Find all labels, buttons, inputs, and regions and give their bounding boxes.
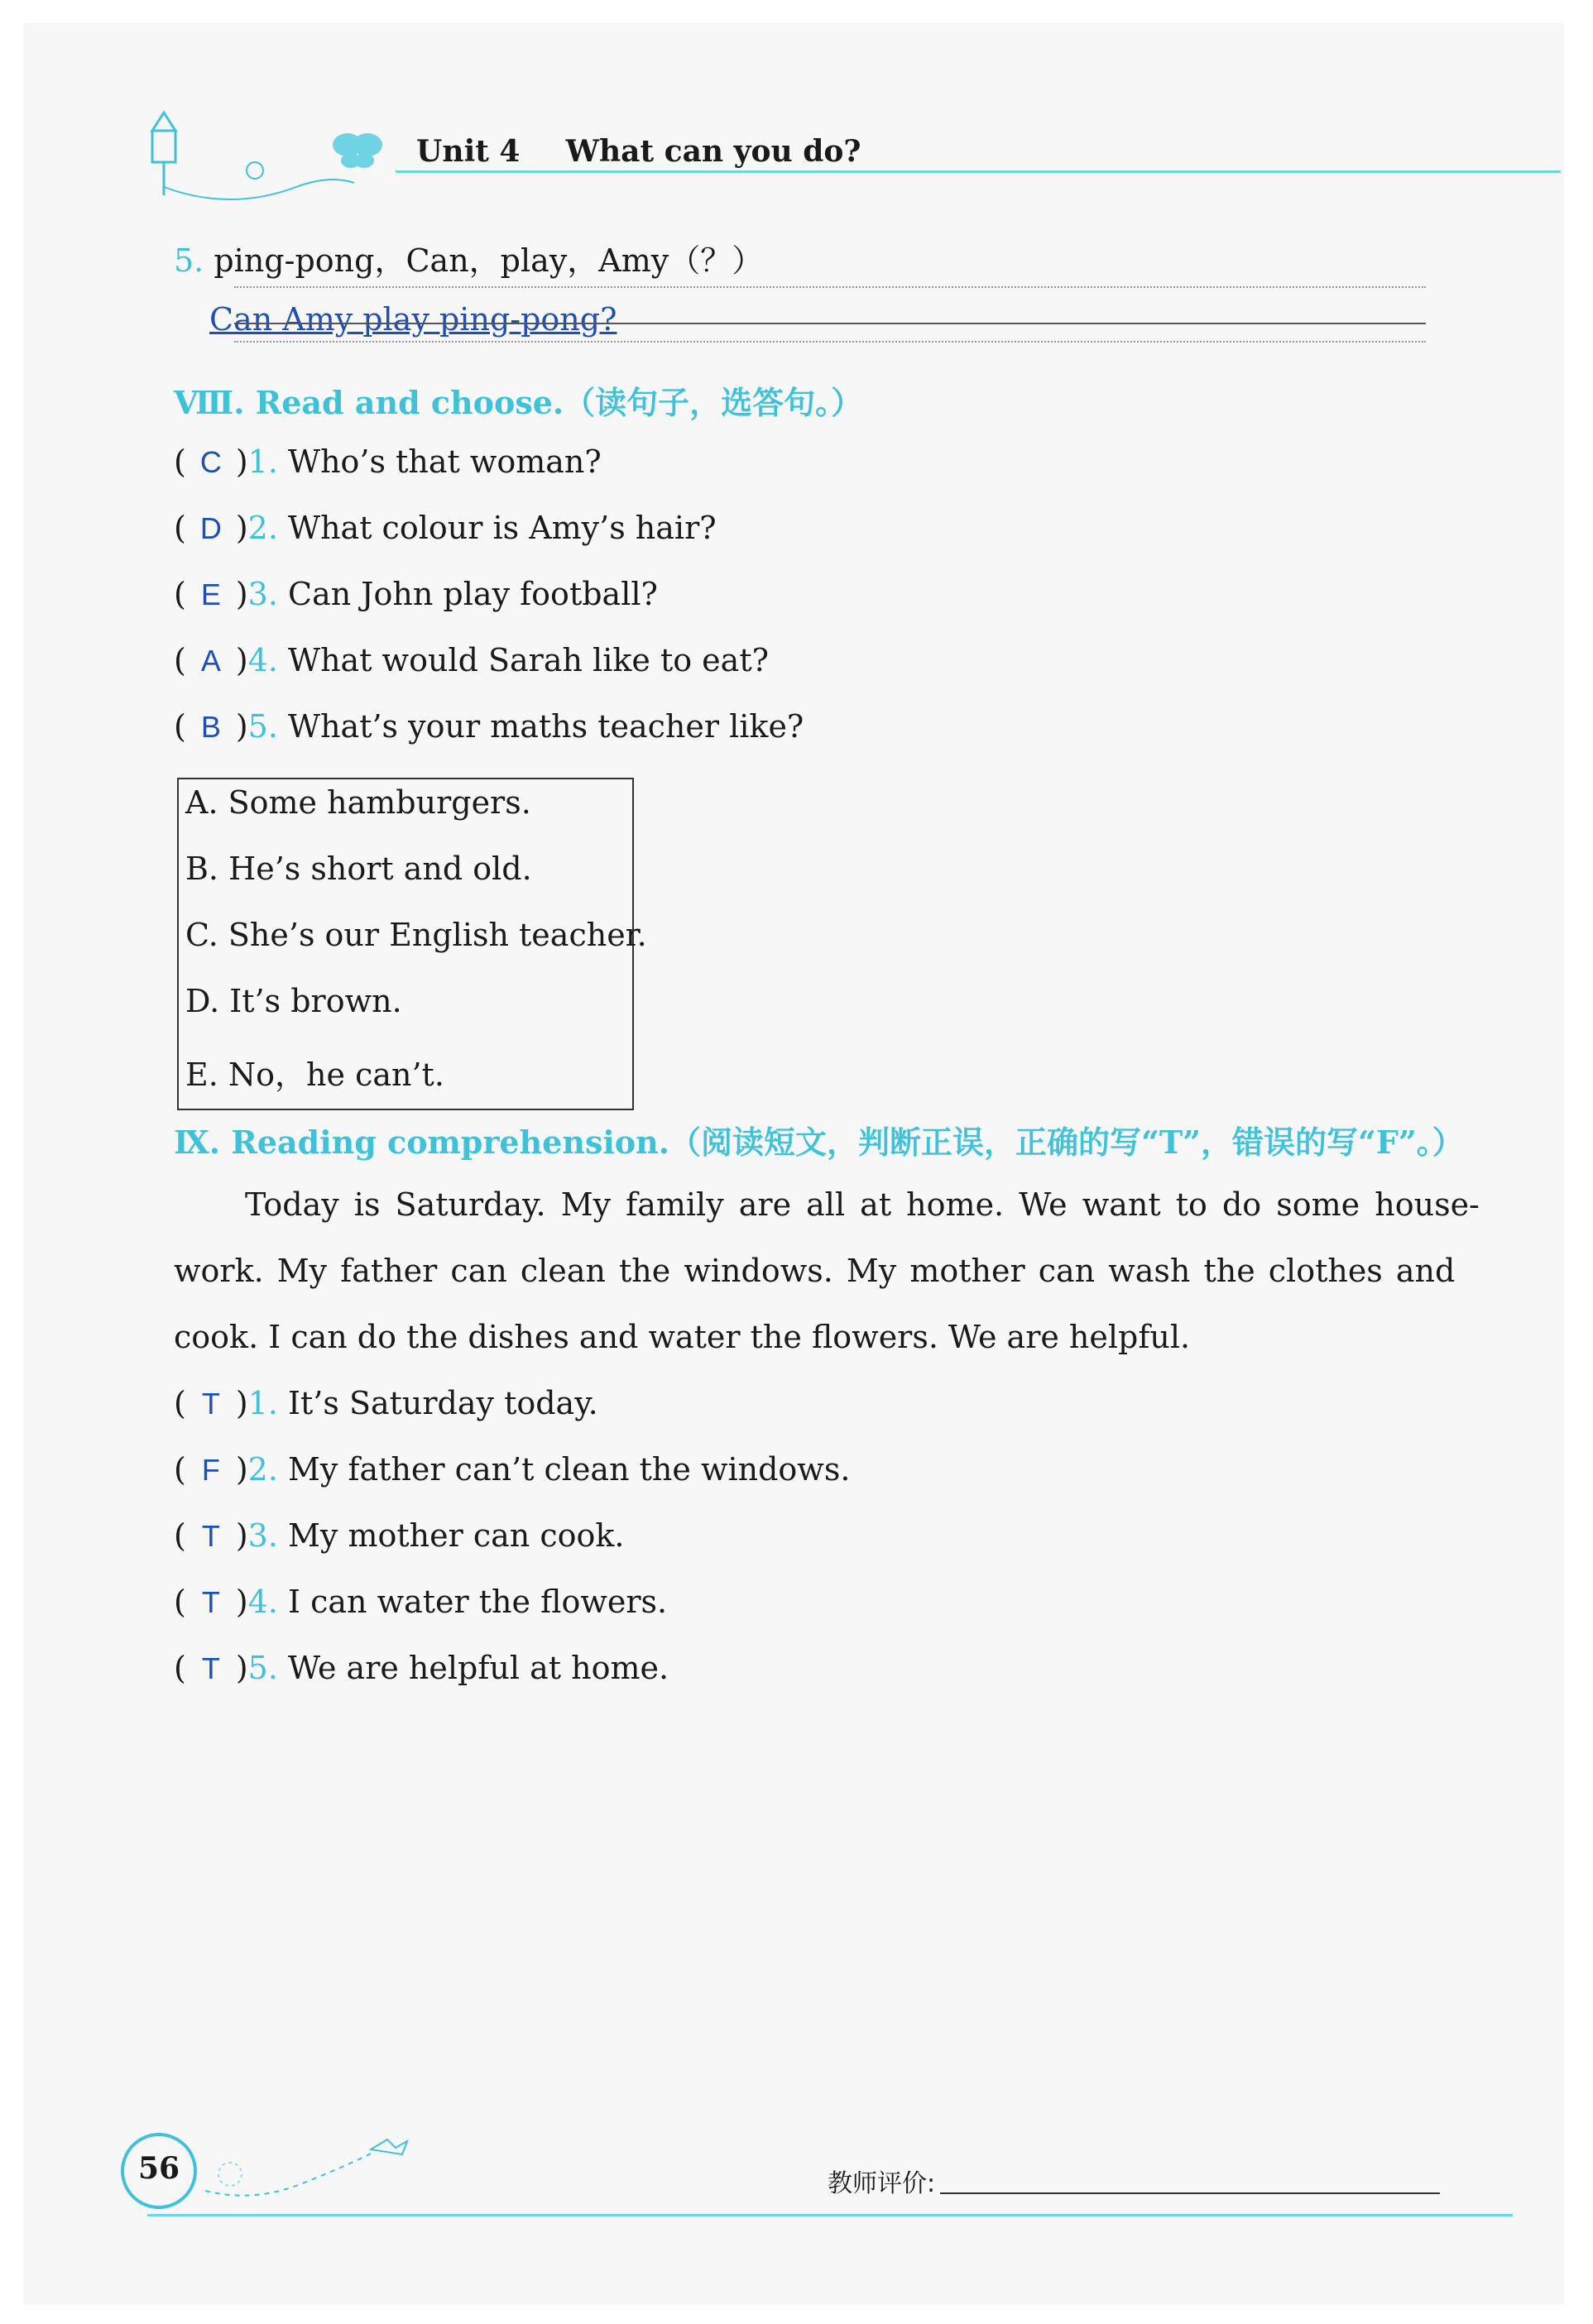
item-text: My father can’t clean the windows.: [288, 1451, 851, 1488]
answer-mark: A: [200, 644, 221, 678]
teacher-evaluation-label: 教师评价:: [828, 2169, 936, 2198]
list-item: ( C )1. Who’s that woman?: [174, 443, 602, 480]
question-prompt: ping-pong，Can，play，Amy（？）: [214, 242, 764, 279]
answer-mark: B: [200, 710, 221, 744]
options-box: [177, 778, 647, 1110]
item-text: Who’s that woman?: [288, 443, 602, 480]
answer-mark: F: [201, 1453, 220, 1487]
answer-mark: D: [199, 511, 222, 545]
page-number: 56: [137, 2151, 180, 2186]
section-9-heading: Ⅸ. Reading comprehension.（阅读短文，判断正误，正确的写“T”，错误的写“F”。）: [174, 1124, 1464, 1161]
item-text: We are helpful at home.: [288, 1650, 669, 1686]
section-8-heading: Ⅷ. Read and choose.（读句子，选答句。）: [174, 384, 863, 421]
answer-mark: T: [201, 1585, 220, 1619]
bird-doodle-icon: [205, 2125, 420, 2207]
writing-line: [234, 341, 1426, 343]
item-text: It’s Saturday today.: [288, 1385, 598, 1421]
item-text: My mother can cook.: [288, 1517, 625, 1554]
item-number: 1.: [247, 1385, 278, 1421]
sec7-q5-answer: Can Amy play ping-pong?: [209, 301, 617, 338]
answer-mark: C: [199, 445, 222, 479]
list-item: ( B )5. What’s your maths teacher like?: [174, 708, 804, 745]
passage-line-1: Today is Saturday. My family are all at home. We want to do some house-: [245, 1186, 1480, 1223]
list-item: ( F )2. My father can’t clean the windows.: [174, 1451, 851, 1488]
item-number: 3.: [247, 1517, 278, 1554]
unit-title: What can you do?: [565, 134, 861, 169]
passage-line-2: work. My father can clean the windows. My mother can wash the clothes and: [174, 1253, 1456, 1289]
unit-header: [416, 134, 861, 169]
writing-line: [234, 286, 1426, 288]
option-c: C. She’s our English teacher.: [185, 917, 647, 953]
item-text: I can water the flowers.: [288, 1584, 668, 1620]
list-item: ( T )3. My mother can cook.: [174, 1517, 625, 1554]
unit-label: Unit 4: [416, 134, 521, 169]
list-item: ( T )5. We are helpful at home.: [174, 1650, 669, 1686]
item-number: 2.: [247, 510, 278, 546]
answer-mark: T: [201, 1519, 220, 1553]
teacher-evaluation-line: [940, 2192, 1440, 2194]
item-text: What colour is Amy’s hair?: [288, 510, 717, 546]
writing-line: [234, 323, 1426, 324]
item-number: 4.: [247, 1584, 278, 1620]
question-number: 5.: [174, 242, 204, 279]
list-item: ( T )4. I can water the flowers.: [174, 1584, 668, 1620]
item-number: 2.: [247, 1451, 278, 1488]
option-a: A. Some hamburgers.: [185, 784, 531, 821]
item-number: 3.: [247, 576, 278, 612]
item-text: What’s your maths teacher like?: [288, 708, 804, 745]
sec7-q5: [174, 235, 763, 280]
header-rule: [396, 170, 1561, 173]
list-item: ( D )2. What colour is Amy’s hair?: [174, 510, 717, 546]
item-number: 5.: [247, 1650, 278, 1686]
item-text: Can John play football?: [288, 576, 658, 612]
passage-line-3: cook. I can do the dishes and water the flowers. We are helpful.: [174, 1319, 1191, 1355]
option-e: E. No，he can’t.: [185, 1057, 444, 1093]
item-text: What would Sarah like to eat?: [288, 642, 769, 678]
item-number: 5.: [247, 708, 278, 745]
butterfly-icon: [329, 124, 387, 174]
item-number: 1.: [247, 443, 278, 480]
list-item: ( T )1. It’s Saturday today.: [174, 1385, 598, 1421]
option-d: D. It’s brown.: [185, 983, 402, 1019]
workbook-page: [23, 23, 1564, 2305]
answer-mark: T: [201, 1387, 220, 1421]
list-item: ( E )3. Can John play football?: [174, 576, 658, 612]
item-number: 4.: [247, 642, 278, 678]
option-b: B. He’s short and old.: [185, 851, 532, 887]
list-item: ( A )4. What would Sarah like to eat?: [174, 642, 769, 678]
answer-mark: T: [201, 1651, 220, 1685]
answer-mark: E: [200, 577, 221, 611]
footer-rule: [147, 2214, 1513, 2216]
